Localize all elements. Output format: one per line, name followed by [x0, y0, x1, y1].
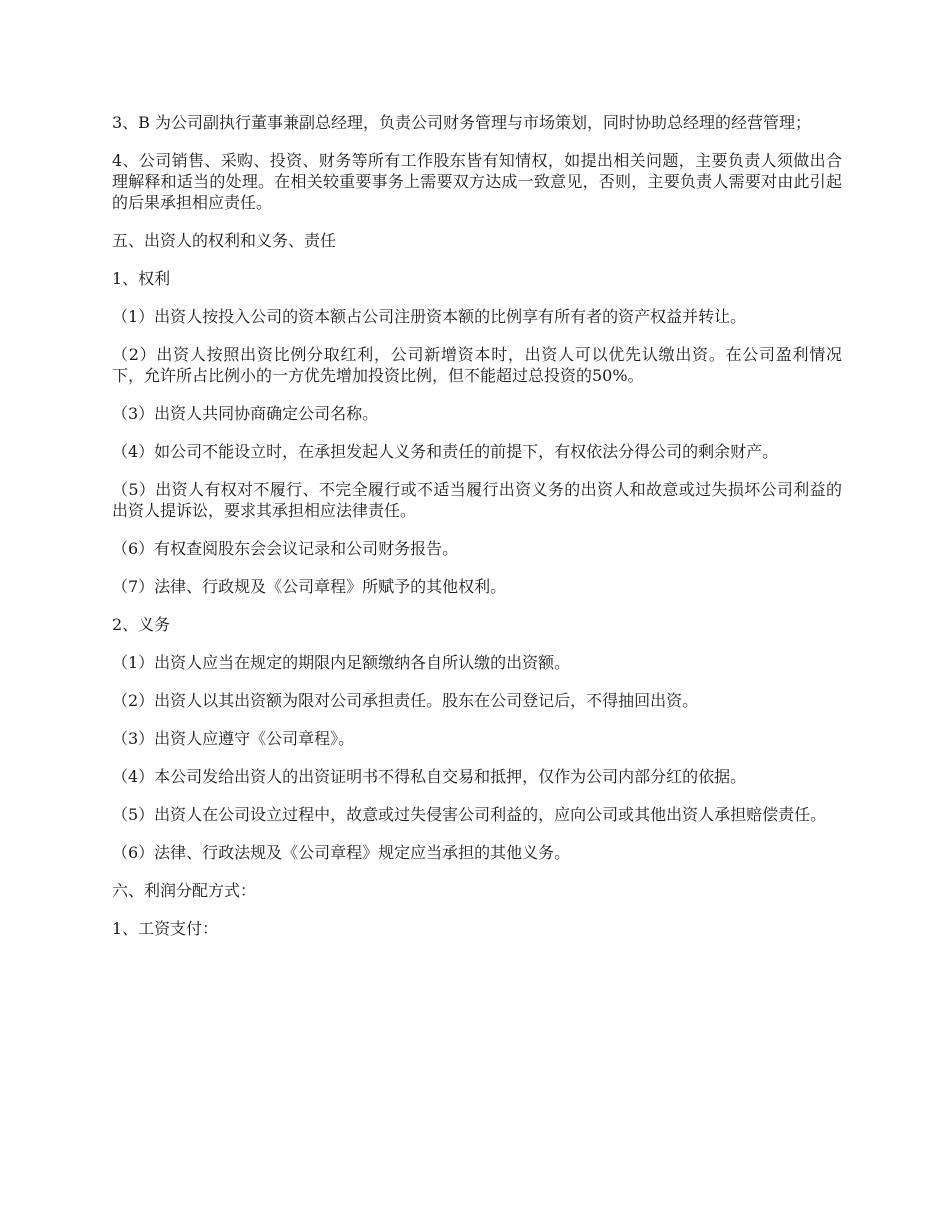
- obligations-item-2: （2）出资人以其出资额为限对公司承担责任。股东在公司登记后，不得抽回出资。: [112, 691, 699, 710]
- section-heading-profit-distribution: 六、利润分配方式：: [112, 881, 257, 900]
- subsection-heading-rights: 1、权利: [112, 269, 171, 288]
- document-page: [112, 112, 842, 956]
- paragraph-manager-duty: 3、B 为公司副执行董事兼副总经理，负责公司财务管理与市场策划，同时协助总经理的经营管理；: [112, 113, 812, 132]
- subsection-heading-obligations: 2、义务: [112, 615, 171, 634]
- rights-item-3: （3）出资人共同协商确定公司名称。: [112, 404, 379, 423]
- rights-item-4: （4）如公司不能设立时，在承担发起人义务和责任的前提下，有权依法分得公司的剩余财产。: [112, 442, 779, 461]
- section-heading-investor-rights-obligations: 五、出资人的权利和义务、责任: [112, 231, 337, 250]
- rights-item-1: （1）出资人按投入公司的资本额占公司注册资本额的比例享有所有者的资产权益并转让。: [112, 307, 747, 326]
- obligations-item-5: （5）出资人在公司设立过程中，故意或过失侵害公司利益的，应向公司或其他出资人承担赔偿责任。: [112, 805, 827, 824]
- paragraph-shareholder-right-to-know: 4、公司销售、采购、投资、财务等所有工作股东皆有知情权，如提出相关问题，主要负责人须做出合理解释和适当的处理。在相关较重要事务上需要双方达成一致意见，否则，主要负责人需要对由此引起的后果承担相应责任。: [112, 151, 842, 212]
- obligations-item-6: （6）法律、行政法规及《公司章程》规定应当承担的其他义务。: [112, 843, 571, 862]
- rights-item-7: （7）法律、行政规及《公司章程》所赋予的其他权利。: [112, 577, 507, 596]
- rights-item-5: （5）出资人有权对不履行、不完全履行或不适当履行出资义务的出资人和故意或过失损坏公司利益的出资人提诉讼，要求其承担相应法律责任。: [112, 480, 842, 520]
- obligations-item-4: （4）本公司发给出资人的出资证明书不得私自交易和抵押，仅作为公司内部分红的依据。: [112, 767, 747, 786]
- rights-item-2: （2）出资人按照出资比例分取红利，公司新增资本时，出资人可以优先认缴出资。在公司盈利情况下，允许所占比例小的一方优先增加投资比例，但不能超过总投资的50%。: [112, 345, 842, 385]
- obligations-item-3: （3）出资人应遵守《公司章程》。: [112, 729, 355, 748]
- subsection-heading-salary-payment: 1、工资支付：: [112, 919, 219, 938]
- obligations-item-1: （1）出资人应当在规定的期限内足额缴纳各自所认缴的出资额。: [112, 653, 571, 672]
- rights-item-6: （6）有权查阅股东会会议记录和公司财务报告。: [112, 539, 459, 558]
